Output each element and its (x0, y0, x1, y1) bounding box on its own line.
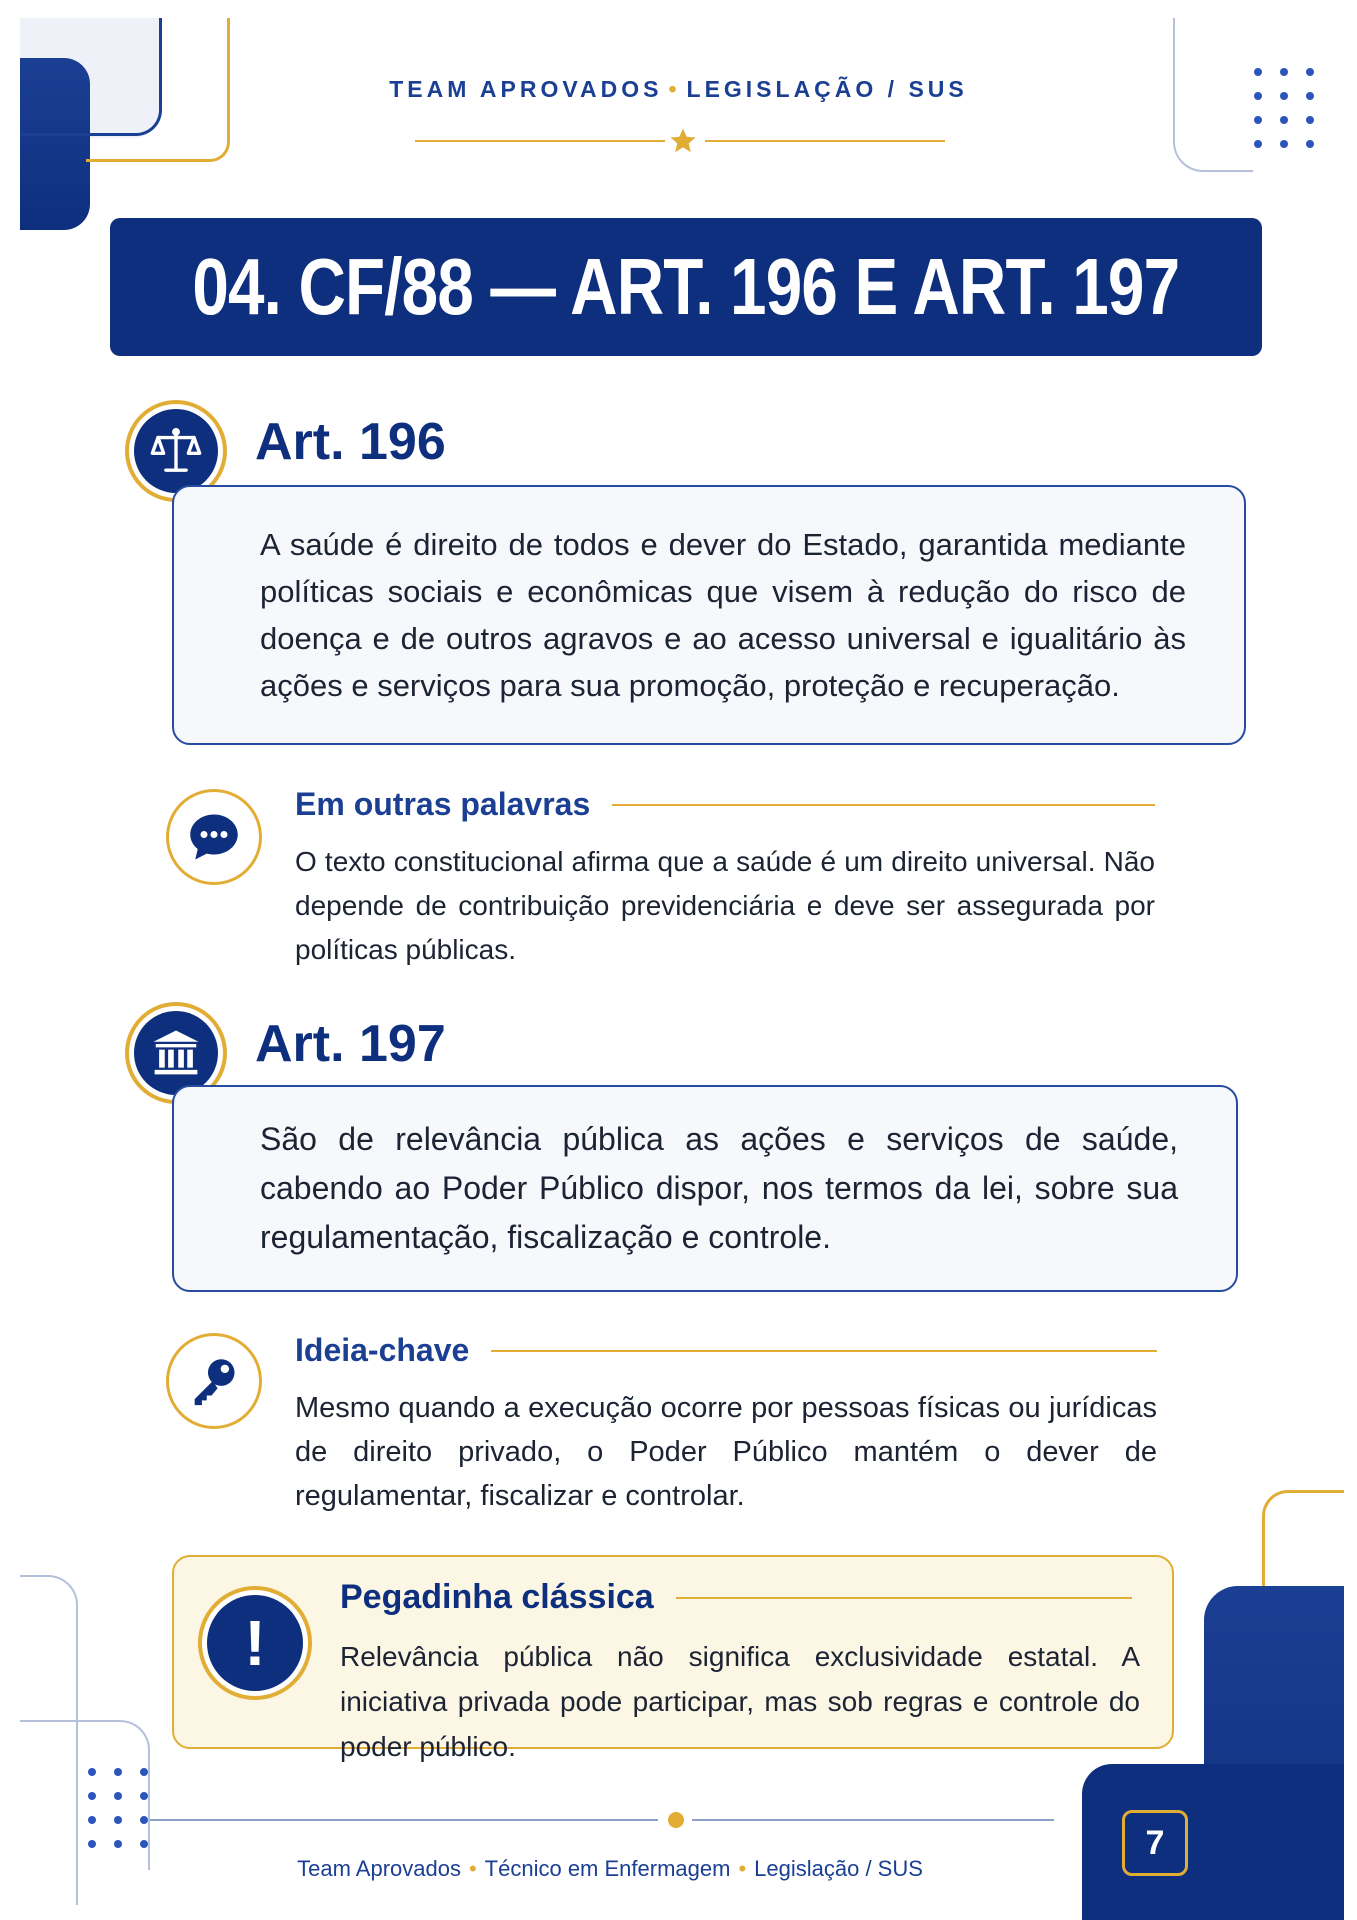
dot-grid-bottom-left (88, 1768, 148, 1848)
note-2-title: Ideia-chave (295, 1332, 470, 1368)
footer-item-course: Técnico em Enfermagem (484, 1856, 731, 1881)
note-1-text: O texto constitucional afirma que a saúde é um direito universal. Não depende de contribuição previdenciária e deve ser assegurada por políticas públicas. (295, 846, 1155, 965)
header-rule-left (415, 140, 665, 142)
header-separator: • (668, 76, 681, 102)
page-title: 04. CF/88 — ART. 196 E ART. 197 (192, 242, 1180, 331)
key-icon (166, 1333, 262, 1429)
trap-title: Pegadinha clássica (340, 1578, 654, 1616)
note-1-title: Em outras palavras (295, 786, 591, 822)
trap-rule (676, 1597, 1132, 1599)
title-banner (110, 218, 1262, 356)
art-197-box (172, 1085, 1238, 1292)
note-1-rule (612, 804, 1155, 806)
page-number: 7 (1122, 1810, 1188, 1876)
star-icon (668, 126, 698, 156)
header-rule-right (705, 140, 945, 142)
note-2-text: Mesmo quando a execução ocorre por pessoas físicas ou jurídicas de direito privado, o Poder Público mantém o dever de regulamentar, fiscalizar e controlar. (295, 1392, 1157, 1512)
art-197-title: Art. 197 (255, 1015, 446, 1073)
art-196-title: Art. 196 (255, 413, 446, 471)
trap-header (340, 1578, 1132, 1617)
speech-bubble-icon (166, 789, 262, 885)
note-2-rule (491, 1350, 1157, 1352)
footer-rule-left (150, 1819, 658, 1821)
art-196-text: A saúde é direito de todos e dever do Estado, garantida mediante políticas sociais e econômicas que visem à redução do risco de doença e de outros agravos e ao acesso universal e igualitário às ações e serviços para sua promoção, proteção e recuperação. (260, 527, 1186, 703)
art-196-box (172, 485, 1246, 745)
footer-rule-right (692, 1819, 1054, 1821)
note-1-header (295, 786, 1155, 823)
footer-item-subject: Legislação / SUS (754, 1856, 923, 1881)
exclamation-icon: ! (198, 1586, 312, 1700)
header-brand-right: LEGISLAÇÃO / SUS (686, 76, 968, 102)
note-2-header (295, 1332, 1157, 1369)
header-brand (0, 76, 1357, 103)
art-197-text: São de relevância pública as ações e serviços de saúde, cabendo ao Poder Público dispor, nos termos da lei, sobre sua regulamentação, fiscalização e controle. (260, 1121, 1178, 1255)
page-header (0, 76, 1357, 103)
header-brand-left: TEAM APROVADOS (389, 76, 663, 102)
page-footer: Team Aprovados • Técnico em Enfermagem • Legislação / SUS (297, 1856, 923, 1881)
footer-item-brand: Team Aprovados (297, 1856, 461, 1881)
footer-dot (668, 1812, 684, 1828)
trap-text: Relevância pública não significa exclusividade estatal. A iniciativa privada pode participar, mas sob regras e controle do poder público. (340, 1641, 1140, 1762)
